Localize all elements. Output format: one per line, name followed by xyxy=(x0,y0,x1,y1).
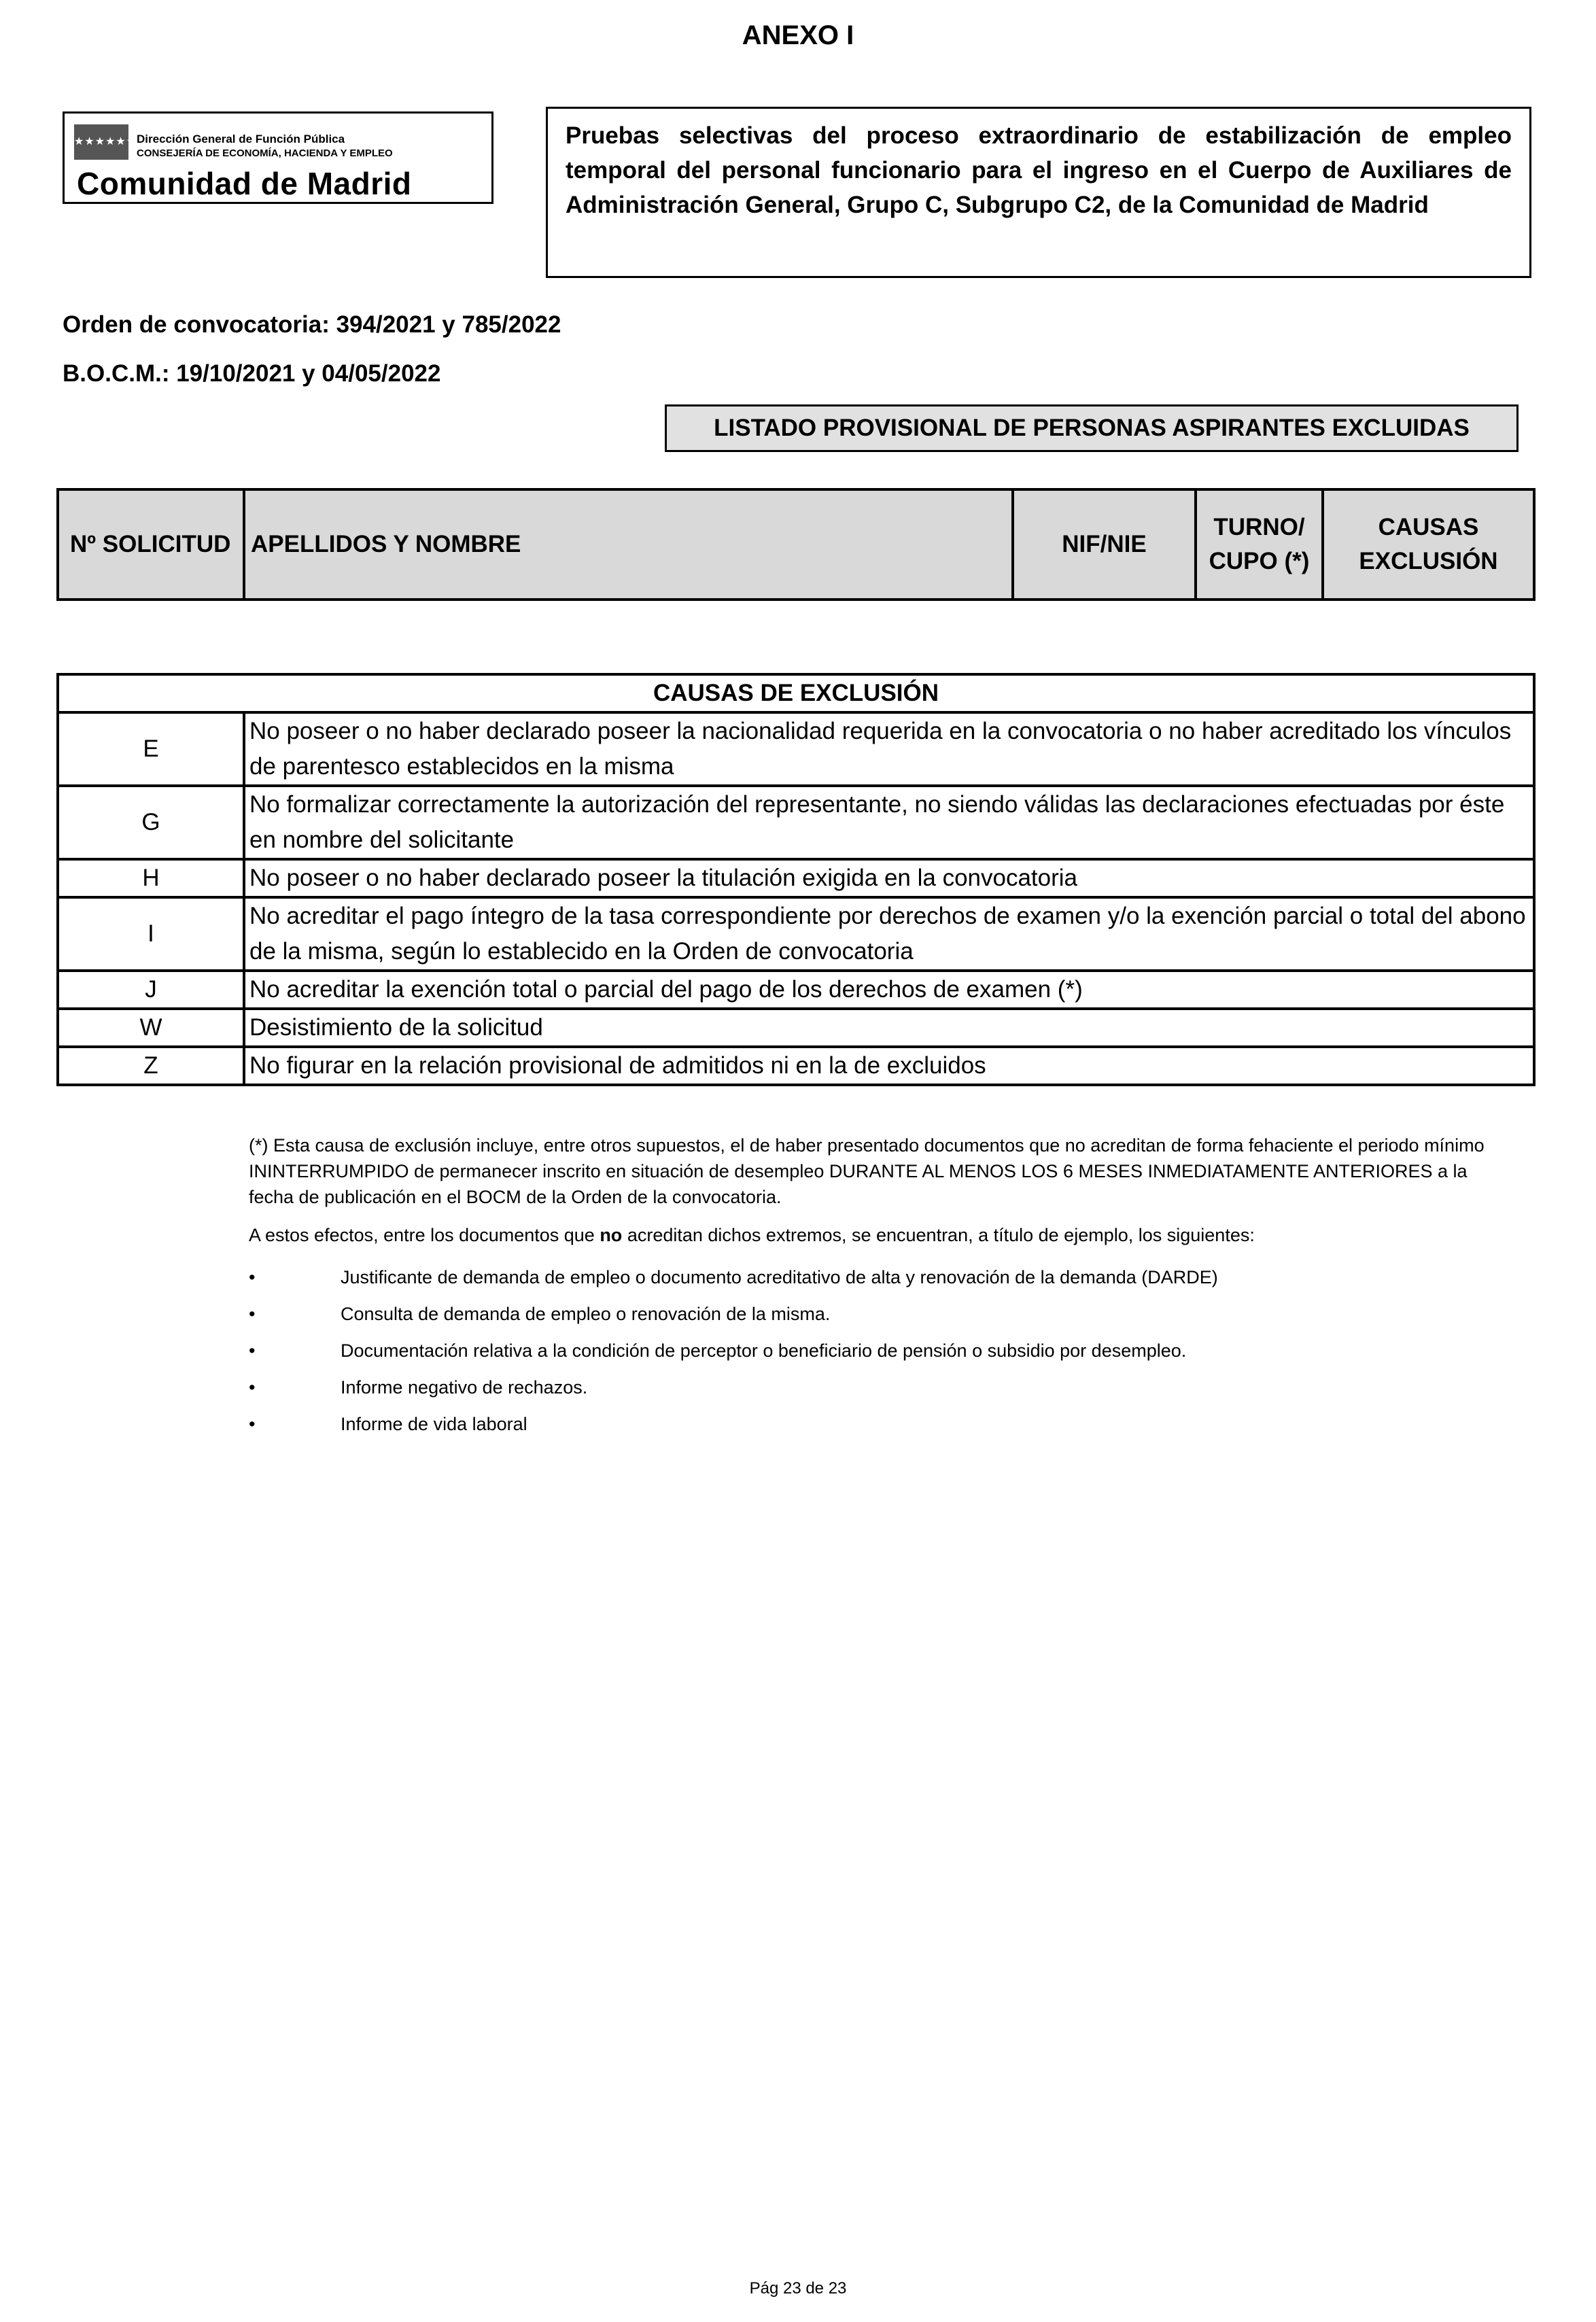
cause-text: Desistimiento de la solicitud xyxy=(244,1009,1534,1047)
header-turno-line1: TURNO/ xyxy=(1213,514,1305,540)
bullet-item xyxy=(249,1411,1527,1448)
cause-code: E xyxy=(58,712,244,786)
bullet-text: Informe negativo de rechazos. xyxy=(341,1377,588,1398)
cause-text: No figurar en la relación provisional de admitidos ni en la de excluidos xyxy=(244,1047,1534,1085)
cause-row xyxy=(58,971,1534,1009)
bocm-dates: B.O.C.M.: 19/10/2021 y 04/05/2022 xyxy=(63,360,441,387)
bullet-text: Documentación relativa a la condición de perceptor o beneficiario de pensión o subsidio por desempleo. xyxy=(341,1340,1187,1361)
cause-row xyxy=(58,897,1534,971)
cause-code: W xyxy=(58,1009,244,1047)
bullet-item xyxy=(249,1301,1527,1338)
note-paragraph: (*) Esta causa de exclusión incluye, entre otros supuestos, el de haber presentado documentos que no acreditan de forma fehaciente el periodo mínimo ININTERRUMPIDO de permanecer inscrito en situación de desempleo DURANTE AL MENOS LOS 6 MESES INMEDIATAMENTE ANTERIORES a la fecha de publicación en el BOCM de la Orden de la convocatoria. xyxy=(249,1135,1485,1207)
annex-title: ANEXO I xyxy=(742,20,854,50)
bullet-icon: • xyxy=(249,1304,256,1324)
cause-code: Z xyxy=(58,1047,244,1085)
note-intro-before: A estos efectos, entre los documentos que xyxy=(249,1225,600,1245)
madrid-flag-icon: ★★★★★★★ xyxy=(74,124,128,160)
bullet-item xyxy=(249,1264,1527,1301)
logo-direccion: Dirección General de Función Pública xyxy=(137,133,345,145)
header-turno-line2: CUPO (*) xyxy=(1209,548,1310,574)
process-title: Pruebas selectivas del proceso extraordinario de estabilización de empleo temporal del personal funcionario para el ingreso en el Cuerpo de Auxiliares de Administración General, Grupo C, Subgrupo C2, de la Comunidad de Madrid xyxy=(546,107,1531,278)
orden-convocatoria: Orden de convocatoria: 394/2021 y 785/2022 xyxy=(63,311,561,338)
bullet-text: Informe de vida laboral xyxy=(341,1414,527,1434)
cause-row xyxy=(58,1009,1534,1047)
bullet-text: Justificante de demanda de empleo o documento acreditativo de alta y renovación de la demanda (DARDE) xyxy=(341,1267,1218,1287)
excluded-list-header xyxy=(56,488,1536,601)
bullet-item xyxy=(249,1338,1527,1374)
note-intro xyxy=(249,1222,1499,1248)
header-turno xyxy=(1196,489,1323,600)
page-footer: Pág 23 de 23 xyxy=(749,2279,847,2298)
cause-code: J xyxy=(58,971,244,1009)
cause-text: No acreditar el pago íntegro de la tasa correspondiente por derechos de examen y/o la exención parcial o total del abono de la misma, según lo establecido en la Orden de convocatoria xyxy=(244,897,1534,971)
cause-text: No poseer o no haber declarado poseer la nacionalidad requerida en la convocatoria o no haber acreditado los vínculos de parentesco establecidos en la misma xyxy=(244,712,1534,786)
note-intro-after: acreditan dichos extremos, se encuentran, a título de ejemplo, los siguientes: xyxy=(622,1225,1255,1245)
header-causas-line1: CAUSAS xyxy=(1378,514,1479,540)
cause-text: No formalizar correctamente la autorización del representante, no siendo válidas las declaraciones efectuadas por éste en nombre del solicitante xyxy=(244,786,1534,859)
listado-title: LISTADO PROVISIONAL DE PERSONAS ASPIRANTES EXCLUIDAS xyxy=(665,404,1519,452)
comunidad-madrid-logo xyxy=(63,111,493,204)
cause-code: H xyxy=(58,859,244,897)
note-block xyxy=(249,1132,1499,1260)
bullet-list xyxy=(249,1264,1527,1448)
cause-row xyxy=(58,712,1534,786)
cause-row xyxy=(58,1047,1534,1085)
cause-row xyxy=(58,859,1534,897)
cause-text: No acreditar la exención total o parcial del pago de los derechos de examen (*) xyxy=(244,971,1534,1009)
logo-name: Comunidad de Madrid xyxy=(77,166,412,201)
cause-code: G xyxy=(58,786,244,859)
bullet-icon: • xyxy=(249,1267,256,1287)
cause-row xyxy=(58,786,1534,859)
bullet-icon: • xyxy=(249,1340,256,1361)
header-nif: NIF/NIE xyxy=(1013,489,1196,600)
header-causas xyxy=(1323,489,1534,600)
header-solicitud: Nº SOLICITUD xyxy=(58,489,244,600)
header-nombre: APELLIDOS Y NOMBRE xyxy=(244,489,1013,600)
bullet-text: Consulta de demanda de empleo o renovación de la misma. xyxy=(341,1304,831,1324)
causes-table xyxy=(56,673,1536,1086)
bullet-icon: • xyxy=(249,1377,256,1398)
header-causas-line2: EXCLUSIÓN xyxy=(1359,548,1498,574)
logo-consejeria: CONSEJERÍA DE ECONOMÍA, HACIENDA Y EMPLEO xyxy=(137,148,393,159)
bullet-icon: • xyxy=(249,1414,256,1434)
bullet-item xyxy=(249,1374,1527,1411)
cause-text: No poseer o no haber declarado poseer la titulación exigida en la convocatoria xyxy=(244,859,1534,897)
note-intro-bold: no xyxy=(600,1225,623,1245)
causes-title: CAUSAS DE EXCLUSIÓN xyxy=(58,674,1534,712)
cause-code: I xyxy=(58,897,244,971)
